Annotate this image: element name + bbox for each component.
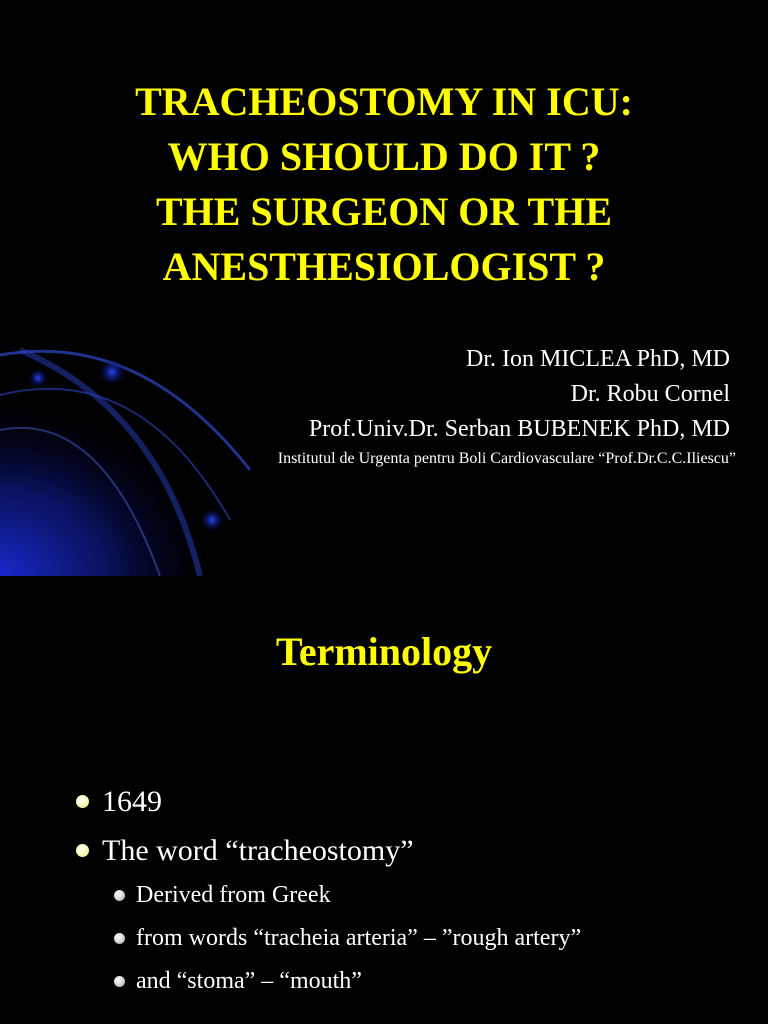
- sub-bullet-item: [72, 880, 752, 910]
- bullet-text: 1649: [102, 785, 162, 818]
- title-line: TRACHEOSTOMY IN ICU:: [135, 79, 633, 124]
- sub-bullet-item: [72, 966, 752, 996]
- sub-bullet-group: [72, 880, 752, 996]
- author-name: Prof.Univ.Dr. Serban BUBENEK PhD, MD: [308, 416, 730, 442]
- sub-bullet-list: [72, 880, 752, 996]
- institution-name: Institutul de Urgenta pentru Boli Cardiovasculare “Prof.Dr.C.C.Iliescu”: [277, 450, 736, 467]
- sub-bullet-item: [72, 923, 752, 953]
- sub-bullet-text: Derived from Greek: [136, 882, 331, 908]
- sub-bullet-text: and “stoma” – “mouth”: [136, 968, 362, 994]
- author-name: Dr. Robu Cornel: [570, 381, 730, 407]
- title-line: THE SURGEON OR THE: [155, 189, 613, 234]
- bullet-list: [72, 782, 752, 1009]
- slide-title: [0, 74, 768, 294]
- sub-bullet-text: from words “tracheia arteria” – ”rough artery”: [136, 925, 582, 951]
- title-line: WHO SHOULD DO IT ?: [167, 134, 601, 179]
- bullet-item: [72, 831, 752, 871]
- title-line: ANESTHESIOLOGIST ?: [162, 244, 606, 289]
- author-name: Dr. Ion MICLEA PhD, MD: [465, 346, 730, 372]
- section-title: Terminology: [275, 629, 493, 674]
- bullet-item: [72, 782, 752, 822]
- author-list: [309, 342, 730, 447]
- bullet-text: The word “tracheostomy”: [102, 834, 414, 867]
